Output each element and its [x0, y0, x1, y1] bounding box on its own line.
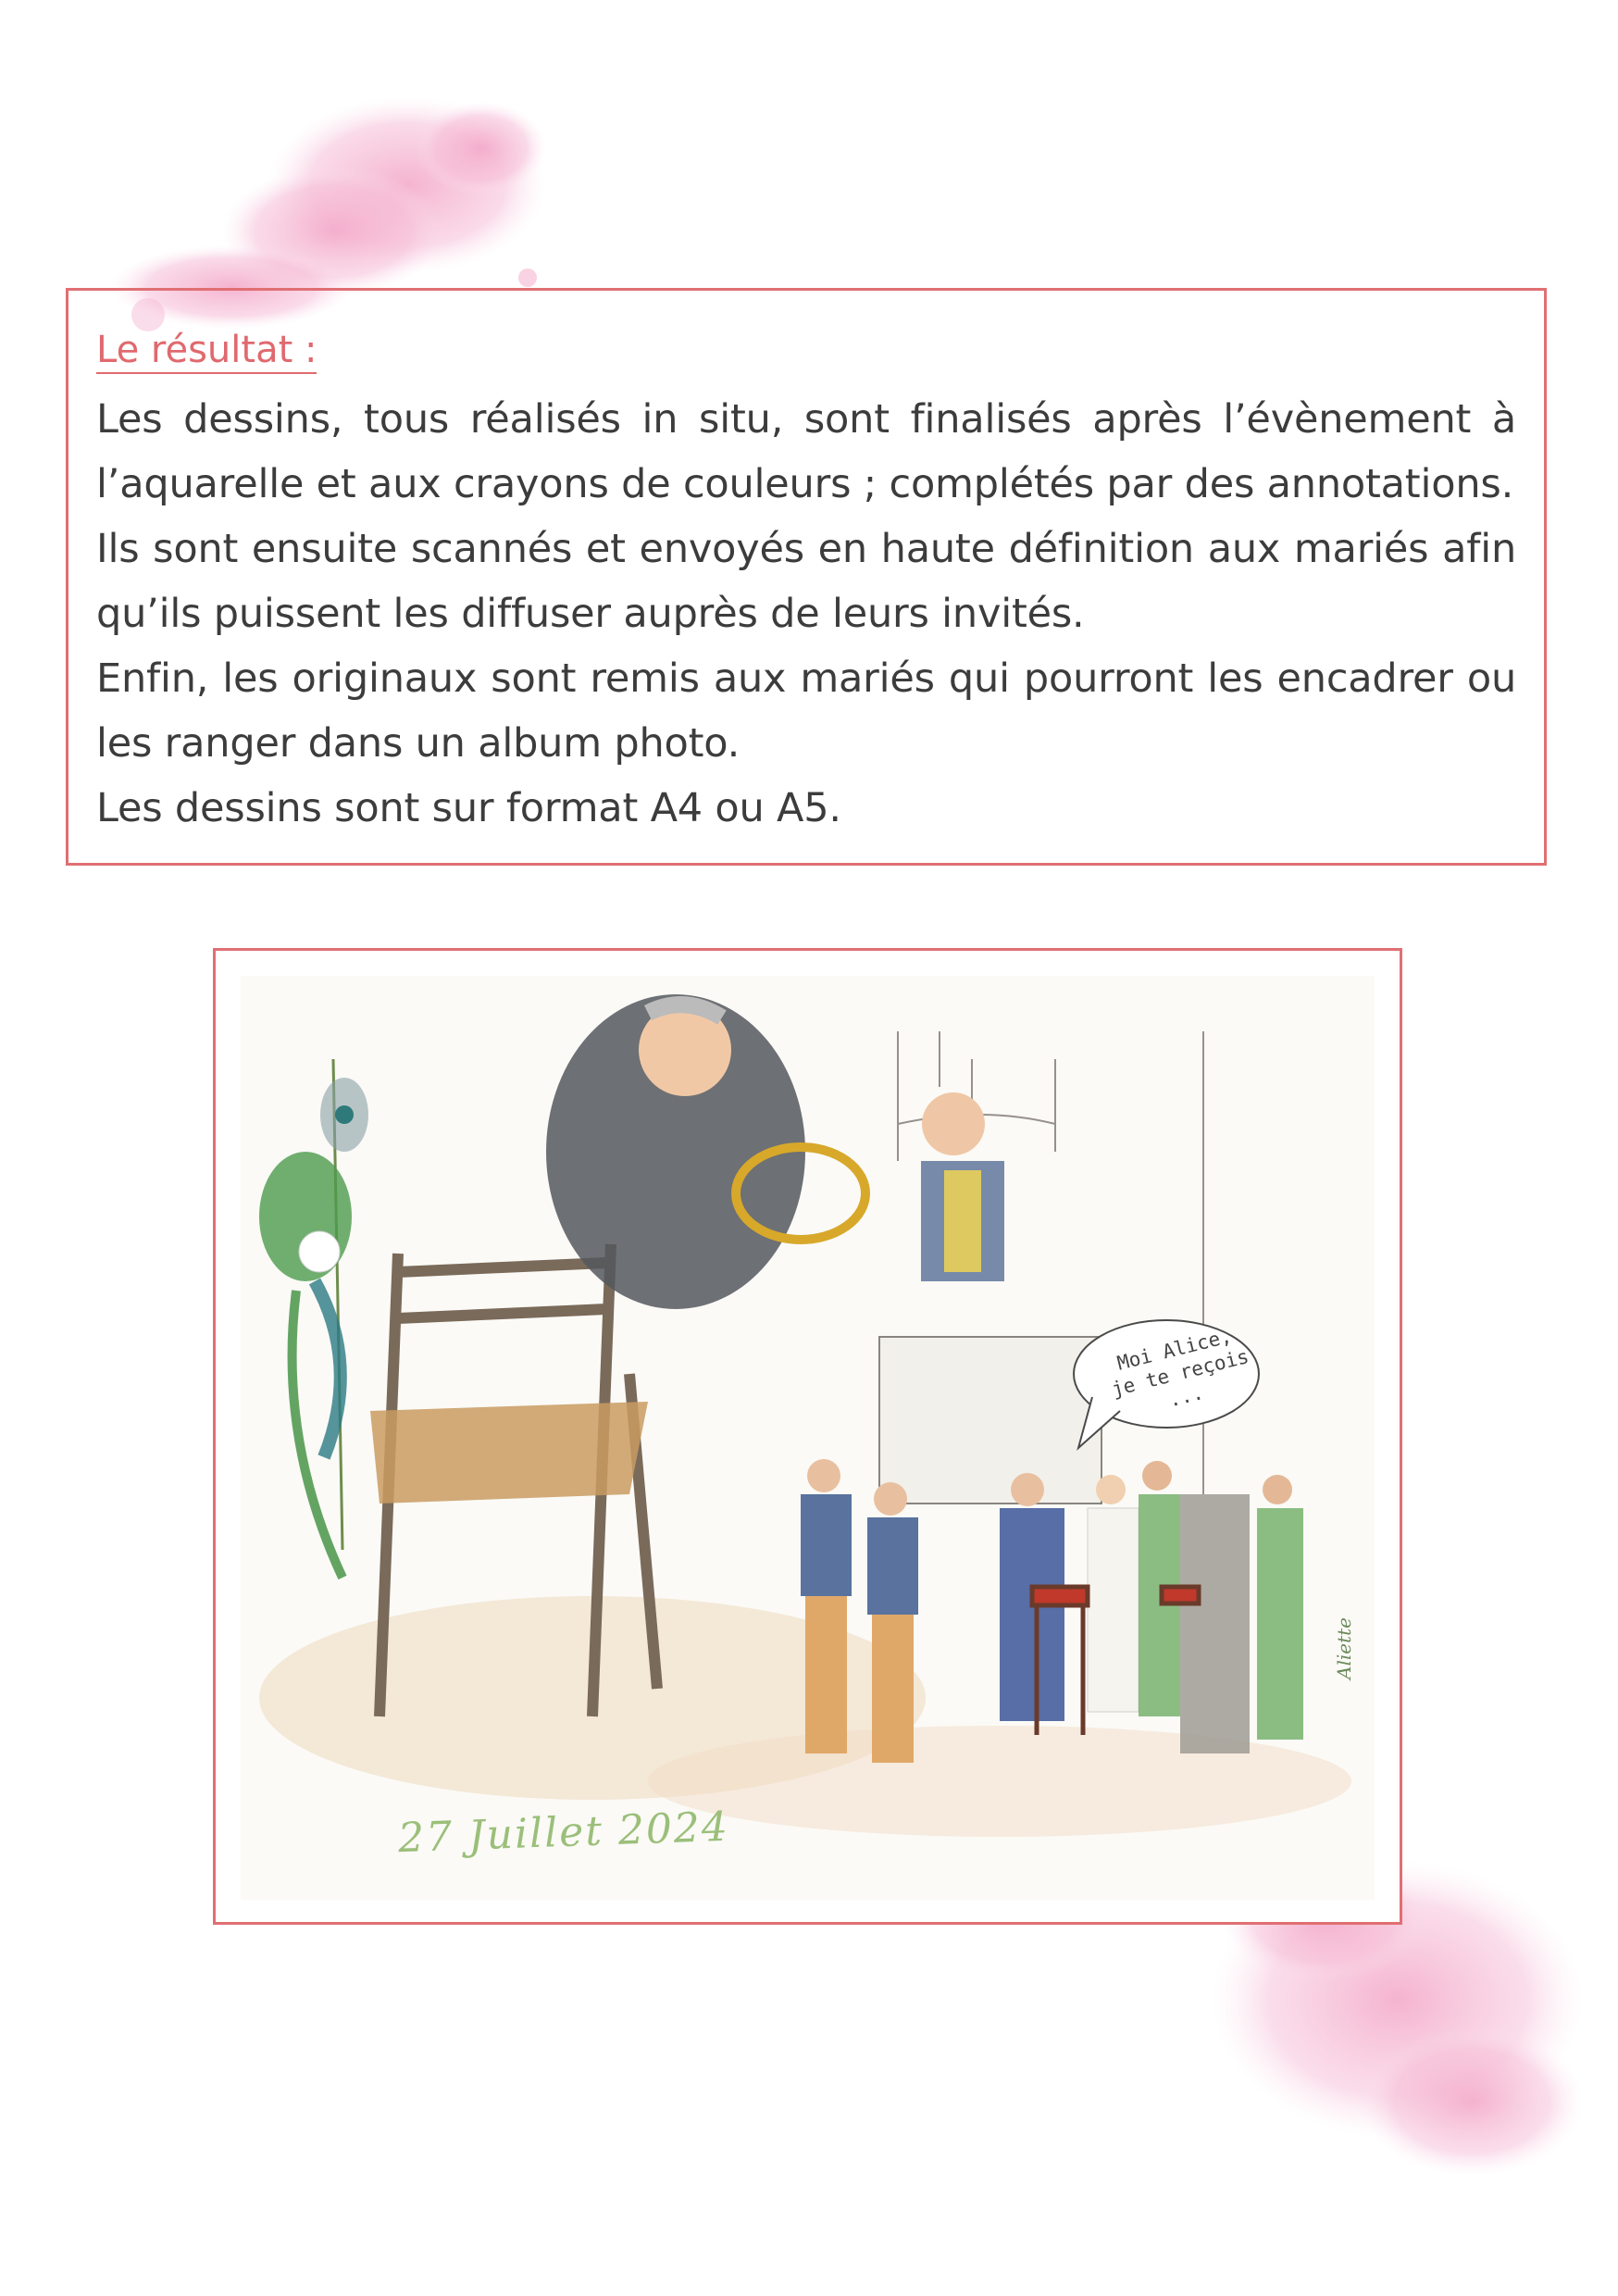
paragraph-format: Les dessins sont sur format A4 ou A5. [96, 785, 841, 831]
speech-bubble-text: Moi Alice, je te reçois ... [1109, 1324, 1251, 1412]
illustration-frame [213, 948, 1402, 1925]
officiant [921, 1092, 1004, 1281]
description-box [66, 288, 1547, 866]
wedding-watercolor-illustration [241, 976, 1375, 1900]
date-caption: 27 Juillet 2024 [397, 1803, 730, 1863]
flower-decoration [259, 1059, 368, 1578]
horn-player [546, 994, 865, 1309]
watercolor-scene [241, 976, 1375, 1900]
paragraph-originals: Enfin, les originaux sont remis aux mariés qui pourront les encadrer ou les ranger dans un album photo. [96, 655, 1516, 767]
paragraph-scan: Ils sont ensuite scannés et envoyés en haute définition aux mariés afin qu’ils puissent les diffuser auprès de leurs invités. [96, 526, 1516, 637]
artist-signature: Aliette [1333, 1617, 1355, 1679]
section-heading: Le résultat : [96, 330, 317, 374]
paragraph-finalisation: Les dessins, tous réalisés in situ, sont finalisés après l’évènement à l’aquarelle et aux crayons de couleurs ; complétés par des annotations. [96, 396, 1516, 507]
